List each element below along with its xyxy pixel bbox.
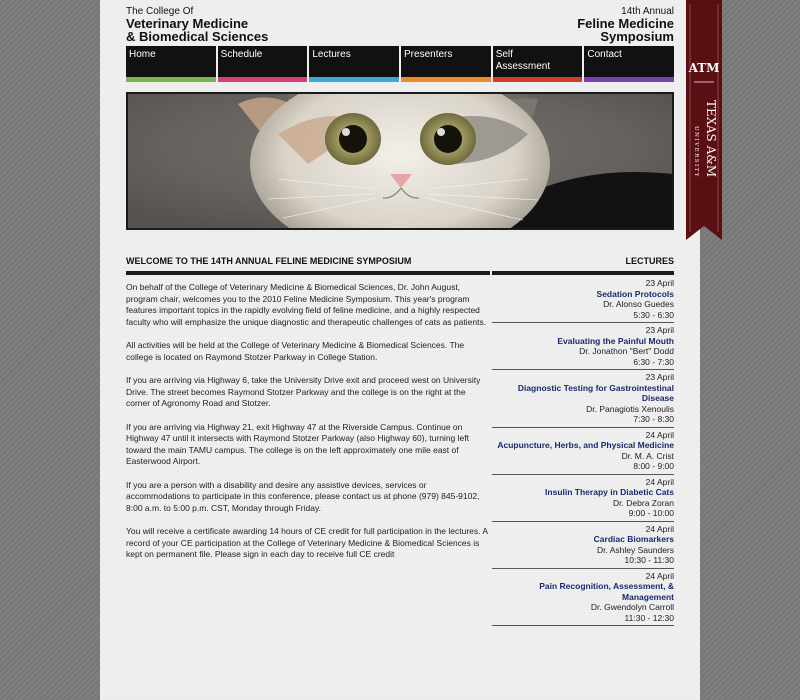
lecture-title-link[interactable]: Pain Recognition, Assessment, & Management: [539, 581, 674, 602]
lectures-heading-text: LECTURES: [625, 256, 674, 266]
ribbon-logo-text: ATM: [688, 61, 720, 75]
cat-photo-icon: [128, 94, 672, 228]
welcome-paragraph: If you are arriving via Highway 6, take the University Drive exit and proceed west on University Drive. The street becomes Raymond Stotzer Parkway and the college is on the right at the corner of Agronomy Road and Stotzer.: [126, 375, 481, 408]
welcome-heading-rule: [126, 271, 490, 275]
lecture-time: 10:30 - 11:30: [624, 555, 674, 565]
welcome-paragraph: If you are a person with a disability and desire any assistive devices, services or accommodations to participate in this conference, please contact us at phone (979) 845-9102, 8:00 a.m. to 5:00 p.m. CST, Monday through Friday.: [126, 479, 480, 513]
lectures-heading: [492, 256, 674, 270]
lecture-date: 24 April: [645, 523, 674, 534]
nav-label-home: Home: [129, 49, 156, 60]
page-container: [100, 0, 700, 700]
lecture-item: [492, 477, 674, 522]
lecture-time: 9:00 - 10:00: [628, 508, 674, 518]
lecture-time: 11:30 - 12:30: [624, 612, 674, 623]
nav-label-schedule: Schedule: [220, 49, 263, 60]
lecture-title-link[interactable]: Sedation Protocols: [596, 288, 674, 299]
nav-label-presenters: Presenters: [404, 49, 453, 60]
symposium-pre: 14th Annual: [621, 6, 674, 17]
college-name-line2: & Biomedical Sciences: [126, 29, 269, 44]
symposium-name-line2: Symposium: [600, 29, 674, 44]
nav-item-home[interactable]: [126, 46, 218, 82]
lecture-presenter: Dr. Ashley Saunders: [596, 544, 674, 555]
nav-label-contact: Contact: [587, 49, 622, 60]
lecture-presenter: Dr. Debra Zoran: [613, 497, 674, 508]
welcome-body: [126, 282, 490, 573]
lecture-presenter: Dr. Jonathon "Bert" Dodd: [579, 346, 674, 356]
nav-color-bar-presenters: [401, 77, 491, 82]
nav-color-bar-contact: [584, 77, 674, 82]
lecture-item: [492, 372, 674, 428]
lecture-presenter: Dr. M. A. Crist: [621, 450, 674, 461]
nav-item-schedule[interactable]: [218, 46, 310, 82]
nav-color-bar-self-assessment: [493, 77, 583, 82]
lecture-item: [492, 430, 674, 475]
college-name-line1: Veterinary Medicine: [126, 16, 249, 31]
welcome-paragraph: You will receive a certificate awarding 14 hours of CE credit for full participation in the lectures. A record of your CE participation at the College of Veterinary Medicine & Biomedical Sciences is kept on permanent file. Please sign in each day to receive full CE credit: [126, 526, 488, 559]
lecture-date: 24 April: [645, 429, 674, 440]
nav-item-contact[interactable]: [584, 46, 674, 82]
welcome-heading-text: WELCOME TO THE 14TH ANNUAL FELINE MEDICINE SYMPOSIUM: [126, 256, 412, 266]
lecture-date: 23 April: [645, 372, 674, 382]
lecture-date: 24 April: [645, 476, 674, 487]
lecture-item: [492, 278, 674, 323]
nav-color-bar-lectures: [309, 77, 399, 82]
lecture-time: 8:00 - 9:00: [633, 461, 674, 471]
hero-cat-image: [126, 92, 674, 230]
symposium-name-line1: Feline Medicine: [577, 16, 674, 31]
lectures-list: [492, 278, 674, 628]
nav-item-self-assessment[interactable]: [493, 46, 585, 82]
nav-label-lectures: Lectures: [312, 49, 351, 60]
welcome-paragraph: If you are arriving via Highway 21, exit Highway 47 at the Riverside Campus. Continue on Highway 47 until it intersects with Raymond Stotzer Parkway (also Highway 60), turning left toward the main TAMU campus. The college is on the left approximately one mile east of Easterwood Airport.: [126, 421, 469, 466]
texas-am-logo-icon: [686, 0, 722, 240]
college-title[interactable]: [126, 6, 268, 43]
ribbon-sub-text: UNIVERSITY: [693, 126, 699, 178]
nav-label-self-assessment: Self Assessment: [495, 49, 551, 72]
college-pre: The College Of: [126, 6, 194, 17]
lecture-item: [492, 325, 674, 370]
lecture-date: 24 April: [645, 570, 674, 581]
lecture-time: 7:30 - 8:30: [633, 414, 674, 424]
lecture-title-link[interactable]: Insulin Therapy in Diabetic Cats: [545, 487, 674, 497]
nav-item-presenters[interactable]: [401, 46, 493, 82]
ribbon-name-text: TEXAS A&M: [704, 100, 718, 178]
lectures-heading-rule: [492, 271, 674, 275]
lecture-title-link[interactable]: Diagnostic Testing for Gastrointestinal Disease: [517, 382, 674, 403]
welcome-heading: [126, 256, 490, 270]
welcome-paragraph: On behalf of the College of Veterinary Medicine & Biomedical Sciences, Dr. John August, program chair, welcomes you to the 2010 Feline Medicine Symposium. This year's program features important topics in the rapidly evolving field of feline medicine, and a highly respected faculty who will emphasize the unique diagnostic and therapeutic challenges of cats as patients.: [126, 282, 487, 327]
lecture-title-link[interactable]: Cardiac Biomarkers: [593, 534, 674, 544]
lecture-time: 6:30 - 7:30: [633, 356, 674, 367]
lecture-presenter: Dr. Gwendolyn Carroll: [590, 602, 674, 612]
main-nav: [126, 46, 674, 82]
lecture-item: [492, 571, 674, 627]
welcome-paragraph: All activities will be held at the College of Veterinary Medicine & Biomedical Sciences. The college is located on Raymond Stotzer Parkway in College Station.: [126, 340, 465, 362]
lecture-presenter: Dr. Panagiotis Xenoulis: [586, 403, 674, 414]
lecture-date: 23 April: [645, 325, 674, 335]
lecture-presenter: Dr. Alonso Guedes: [603, 299, 674, 309]
nav-color-bar-home: [126, 77, 216, 82]
lecture-title-link[interactable]: Evaluating the Painful Mouth: [557, 335, 674, 346]
lecture-title-link[interactable]: Acupuncture, Herbs, and Physical Medicine: [497, 440, 674, 450]
lecture-time: 5:30 - 6:30: [633, 309, 674, 320]
lecture-date: 23 April: [645, 278, 674, 288]
symposium-title: [577, 6, 674, 43]
nav-color-bar-schedule: [218, 77, 308, 82]
texas-am-ribbon[interactable]: [686, 0, 722, 240]
lecture-item: [492, 524, 674, 569]
nav-item-lectures[interactable]: [309, 46, 401, 82]
